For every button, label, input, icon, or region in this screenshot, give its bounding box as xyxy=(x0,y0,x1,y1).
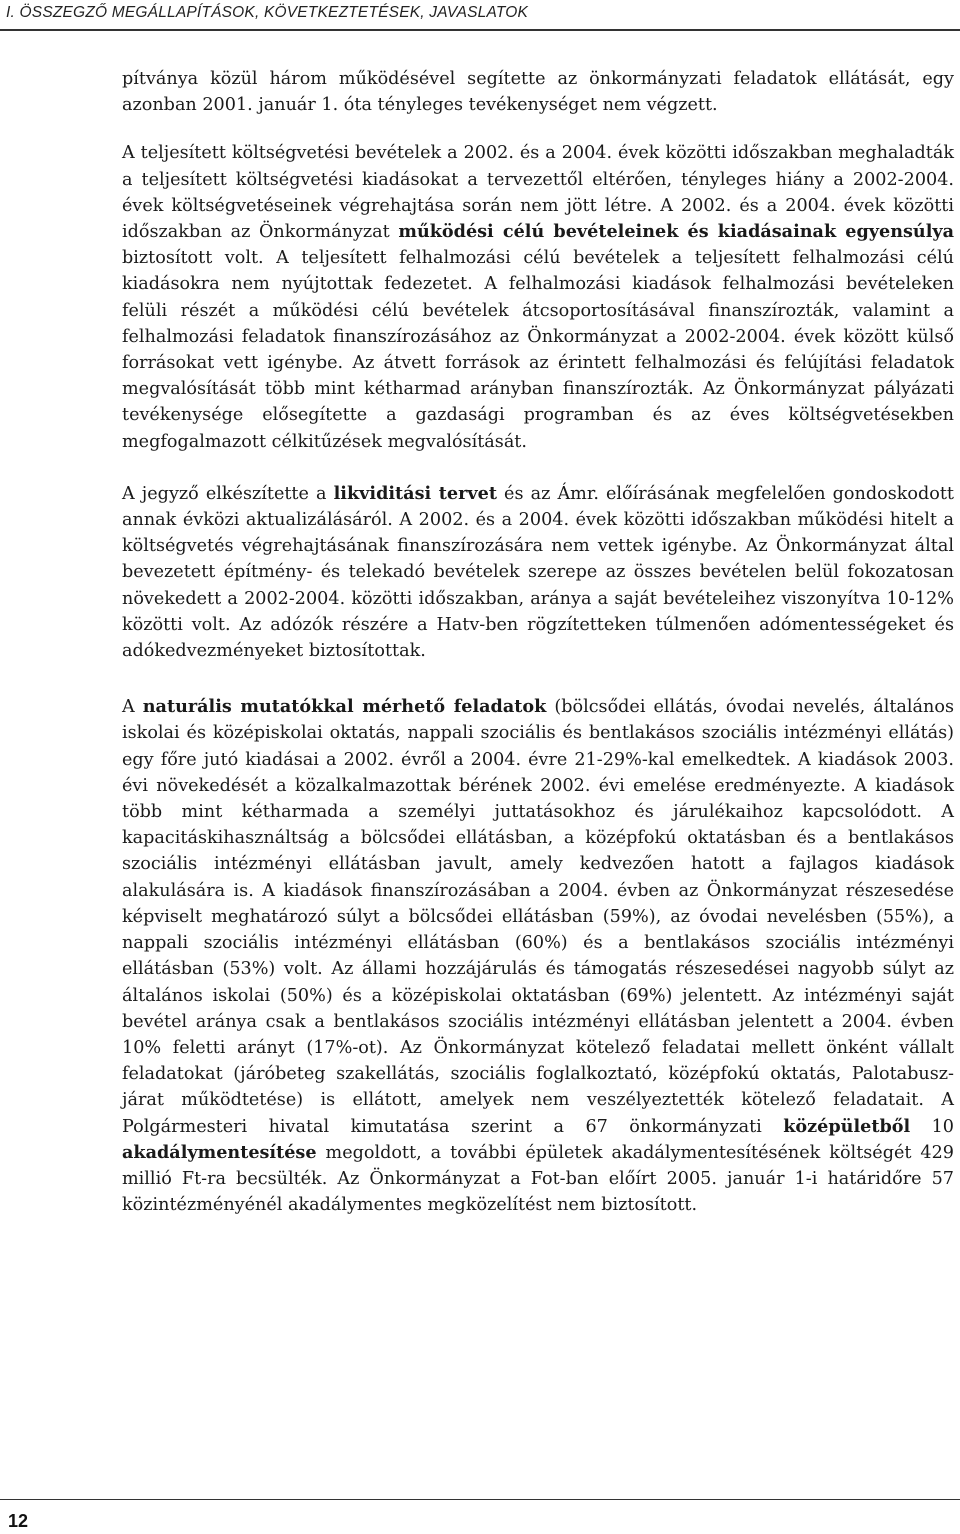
paragraph-3-emphasis: likviditási tervet xyxy=(333,482,497,504)
body-text xyxy=(122,66,954,1218)
paragraph-3 xyxy=(122,481,954,664)
paragraph-2 xyxy=(122,140,954,454)
paragraph-2-text-a: A teljesített költségvetési bevételek a 2002. és a 2004. évek közötti időszakban meghaladták a teljesített költségvetési kiadásokat a tervezettől eltérően, tényleges hiány a 2002-2004. évek költségvetéseinek végrehajtása során nem jött létre. A 2002. és a 2004. évek közötti időszakban az Önkormányzat xyxy=(122,143,954,243)
paragraph-4-text-a: A xyxy=(122,697,143,718)
paragraph-3-text-a: A jegyző elkészítette a xyxy=(122,483,334,504)
paragraph-4-emphasis-3: akadálymentesítése xyxy=(122,1141,317,1163)
paragraph-4-emphasis-2: középületből xyxy=(783,1115,911,1137)
paragraph-4-text-d: 10 xyxy=(910,1116,954,1137)
paragraph-4 xyxy=(122,694,954,1218)
paragraph-4-text-c: (bölcsődei ellátás, óvodai nevelés, általános iskolai és középiskolai oktatás, nappali szociális és bentlakásos szociális intézményi ellátás) egy főre jutó kiadásai a 2002. évről a 2004. évre 21-29%-kal emelkedtek. A kiadások 2003. évi növekedését a közalkalmazottak bérének 2002. évi emelése eredményezte. A kiadások több mint kétharmada a személyi juttatásokhoz és járulékaihoz kapcsolódott. A kapacitáskihasználtság a bölcsődei ellátásban, a középfokú oktatásban és a bentlakásos szociális intézményi ellátásban javult, amely kedvezően hatott a fajlagos kiadások alakulására is. A kiadások finanszírozásában a 2004. évben az Önkormányzat részesedése képviselt meghatározó súlyt a bölcsődei ellátásban (59%), az óvodai nevelésben (55%), a nappali szociális intézményi ellátásban (60%) és a bentlakásos szociális intézményi ellátásban (53%) volt. Az állami hozzájárulás és támogatás részesedései nagyobb súlyt az általános iskolai (50%) és a középiskolai oktatásban (69%) jelentett. Az intézményi saját bevétel aránya csak a bentlakásos szociális intézményi ellátásban jelentett a 2004. évben 10% feletti arányt (17%-ot). Az Önkormányzat kötelező feladatai mellett önként vállalt feladatokat (járóbeteg szakellátás, szociális foglalkoztató, középfokú oktatás, Palotabusz-járat működtetése) is ellátott, amelyek nem veszélyeztették kötelező feladatait. A Polgármesteri hivatal kimutatása szerint a 67 önkormányzati xyxy=(122,697,954,1137)
footer-divider xyxy=(0,1499,960,1500)
paragraph-1-text: pítványa közül három működésével segítette az önkormányzati feladatok ellátását, egy azonban 2001. január 1. óta tényleges tevékenységet nem végzett. xyxy=(122,69,954,116)
paragraph-2-text-c: biztosított volt. A teljesített felhalmozási célú bevételek a teljesített felhalmozási célú kiadásokra nem nyújtottak fedezetet. A felhalmozási kiadások felhalmozási bevételeken felüli részét a működési célú bevételek átcsoportosításával finanszírozták, valamint a felhalmozási feladatok finanszírozásához az Önkormányzat a 2002-2004. évek között külső forrásokat vett igénybe. Az átvett források az érintett felhalmozási és felújítási feladatok megvalósítását több mint kétharmad arányban finanszírozták. Az Önkormányzat pályázati tevékenysége elősegítette a gazdasági programban és az éves költségvetésekben megfogalmazott célkitűzések megvalósítását. xyxy=(122,248,954,452)
paragraph-3-text-c: és az Ámr. előírásának megfelelően gondoskodott annak évközi aktualizálásáról. A 2002. és a 2004. évek közötti időszakban működési hitelt a költségvetés végrehajtásának finanszírozására nem vettek igénybe. Az Önkormányzat által bevezetett építmény- és telekadó bevételek szerepe az összes bevételen belül fokozatosan növekedett a 2002-2004. közötti időszakban, aránya a saját bevételeihez viszonyítva 10-12% közötti volt. Az adózók részére a Hatv-ben rögzítetteken túlmenően adómentességeket és adókedvezményeket biztosítottak. xyxy=(122,483,954,662)
paragraph-4-text-e: megoldott, a további épületek akadálymentesítésének költségét 429 millió Ft-ra becsülték. Az Önkormányzat a Fot-ban előírt 2005. január 1-i határidőre 57 közintézményénél akadálymentes megközelítést nem biztosított. xyxy=(122,1142,954,1216)
paragraph-4-emphasis-1: naturális mutatókkal mérhető feladatok xyxy=(142,696,547,718)
header-divider xyxy=(0,29,960,31)
paragraph-2-emphasis: működési célú bevételeinek és kiadásainak egyensúlya xyxy=(398,221,954,243)
page-number: 12 xyxy=(8,1511,29,1531)
chapter-title: I. ÖSSZEGZŐ MEGÁLLAPÍTÁSOK, KÖVETKEZTETÉSEK, JAVASLATOK xyxy=(6,4,529,21)
paragraph-1 xyxy=(122,66,954,118)
